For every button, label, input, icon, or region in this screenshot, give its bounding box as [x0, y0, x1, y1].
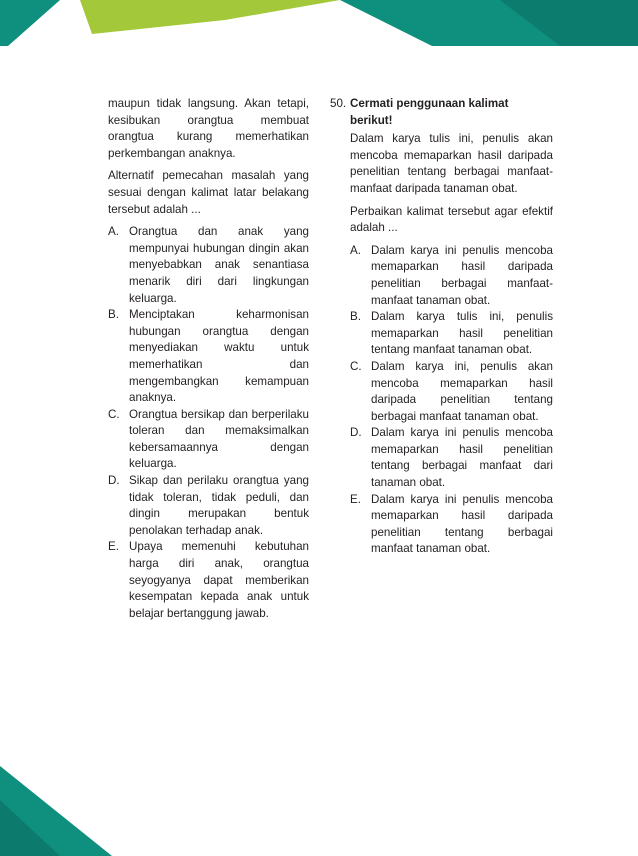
option-b [350, 309, 553, 359]
option-letter: D. [108, 474, 120, 488]
option-letter: B. [108, 308, 119, 322]
continued-paragraph: maupun tidak langsung. Akan tetapi, kesibukan orangtua membuat orangtua kurang memerhatikan perkembangan anaknya. [108, 97, 309, 160]
footer-decoration [0, 0, 120, 856]
option-d [350, 425, 553, 491]
option-letter: E. [108, 540, 119, 554]
option-a [108, 224, 309, 307]
option-c [108, 407, 309, 473]
option-text: Dalam karya ini penulis mencoba memaparkan hasil daripada penelitian tentang berbagai manfaat tanaman obat. [371, 492, 553, 556]
option-text: Dalam karya ini, penulis akan mencoba memaparkan hasil daripada penelitian tentang berbagai manfaat tanaman obat. [371, 359, 553, 423]
option-letter: C. [108, 407, 120, 421]
option-b [108, 307, 309, 407]
option-text: Dalam karya tulis ini, penulis memaparkan hasil penelitian tentang manfaat tanaman obat. [371, 310, 553, 357]
right-options-list [350, 243, 553, 558]
option-text: Menciptakan keharmonisan hubungan orangtua dengan menyediakan waktu untuk memerhatikan dan mengembangkan kemampuan anaknya. [129, 308, 309, 405]
option-text: Dalam karya ini penulis mencoba memaparkan hasil penelitian tentang berbagai manfaat dari tanaman obat. [371, 426, 553, 490]
option-text: Orangtua bersikap dan berperilaku toleran dan memaksimalkan kebersamaannya dengan keluarga. [129, 407, 309, 471]
option-text: Sikap dan perilaku orangtua yang tidak toleran, tidak peduli, dan dingin merupakan bentuk penolakan terhadap anak. [129, 474, 309, 537]
option-c [350, 359, 553, 425]
option-letter: C. [350, 359, 362, 373]
option-letter: E. [350, 492, 361, 506]
question-number: 50. [330, 97, 347, 110]
option-letter: B. [350, 310, 361, 324]
question-instruction: Perbaikan kalimat tersebut agar efektif adalah ... [350, 204, 553, 235]
option-e [350, 492, 553, 558]
option-letter: A. [350, 243, 361, 257]
question-sentence: Dalam karya tulis ini, penulis akan mencoba memaparkan hasil daripada penelitian tentang berbagai manfaat-manfaat daripada tanaman obat. [350, 132, 553, 195]
option-letter: D. [350, 426, 362, 440]
question-title: Cermati penggunaan kalimat berikut! [350, 97, 509, 127]
option-e [108, 539, 309, 622]
question-prompt: Alternatif pemecahan masalah yang sesuai dengan kalimat latar belakang tersebut adalah ... [108, 169, 309, 216]
question-50 [330, 96, 553, 558]
question-body [350, 96, 553, 558]
left-options-list [108, 224, 309, 622]
left-column [108, 96, 309, 622]
header-decoration [0, 0, 638, 70]
option-text: Orangtua dan anak yang mempunyai hubungan dingin akan menyebabkan anak senantiasa menarik diri dari lingkungan keluarga. [129, 225, 309, 305]
question-header [330, 96, 553, 558]
option-letter: A. [108, 225, 119, 239]
option-text: Dalam karya ini penulis mencoba memaparkan hasil daripada penelitian berbagai manfaat-manfaat tanaman obat. [371, 243, 553, 307]
option-a [350, 243, 553, 309]
option-text: Upaya memenuhi kebutuhan harga diri anak, orangtua seyogyanya dapat memberikan kesempatan kepada anak untuk belajar bertanggung jawab. [129, 540, 309, 620]
option-d [108, 473, 309, 539]
